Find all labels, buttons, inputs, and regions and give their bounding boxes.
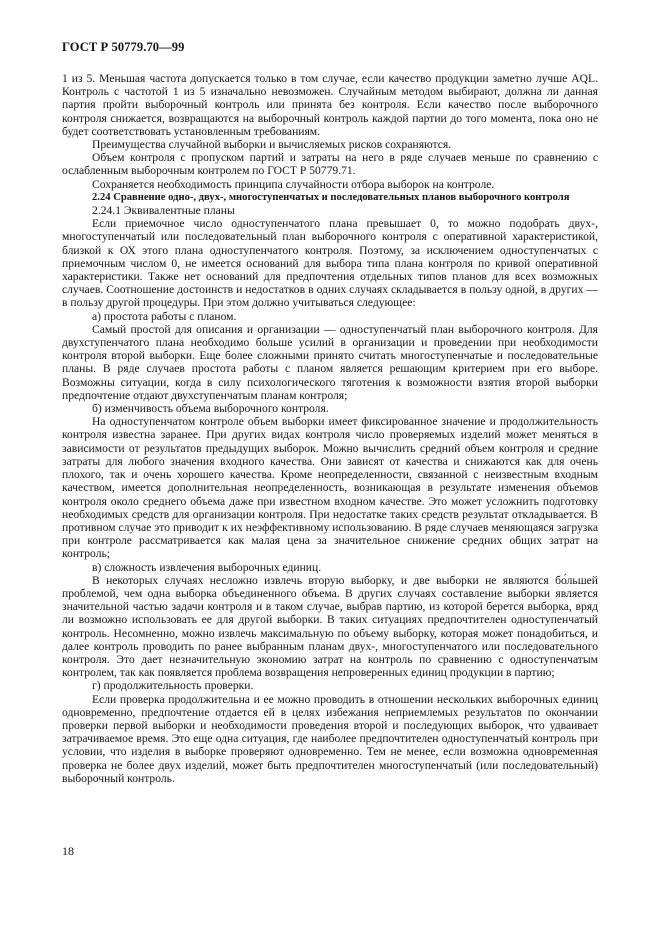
paragraph: На одноступенчатом контроле объем выборки имеет фиксированное значение и продолжительность контроля известна заранее. При других видах контроля число проверяемых изделий может меняться в зависимости от результатов предыдущих выборок. Можно вычислить средний объем контроля и средние затраты для любого значения входного качества. Они зависят от качества и снижаются как для очень плохого, так и очень хорошего качества. Кроме неопределенности, связанной с неизвестным входным качеством, имеется дополнительная неопределенность, возникающая в результате изменения объемов контроля около среднего объема даже при известном входном качестве. Это может усложнить подготовку необходимых средств для организации контроля. При недостатке таких средств результат откладывается. В противном случае это приводит к их неэффективному использованию. В ряде случаев меняющаяся загрузка при контроле рассматривается как малая цена за значительное снижение средних общих затрат на контроль; xyxy=(62,415,598,561)
list-item: б) изменчивость объема выборочного контроля. xyxy=(92,402,329,416)
paragraph: Сохраняется необходимость принципа случайности отбора выборок на контроле. xyxy=(92,177,495,191)
document-header: ГОСТ Р 50779.70—99 xyxy=(62,40,185,54)
list-item: г) продолжительность проверки. xyxy=(92,679,254,693)
paragraph: Преимущества случайной выборки и вычисляемых рисков сохраняются. xyxy=(92,138,452,152)
paragraph: Самый простой для описания и организации — одноступенчатый план выборочного контроля. Для двухступенчатого плана необходимо больше усилий в организации и проведении при необходимости контроля второй выборки. Еще более сложными принято считать многоступенчатые и последовательные планы. В ряде случаев простота работы с планом является решающим критерием при его выборе. Возможны ситуации, когда в силу психологического тяготения к возможности взятия второй выборки предпочтение отдают двухступенчатым планам контроля; xyxy=(62,322,598,402)
paragraph: Если проверка продолжительна и ее можно проводить в отношении нескольких выборочных единиц одновременно, предпочтение отдается ей в целях избежания неприемлемых результатов по окончании проверки первой выборки и необходимости проведения второй и последующих выборок, что удваивает затрачиваемое время. Это еще одна ситуация, где наиболее предпочтителен одноступенчатый контроль при условии, что изделия в выборке проверяют одновременно. Тем не менее, если возможна одновременная проверка не более двух изделий, может быть предпочтителен многоступенчатый (или последовательный) выборочный контроль. xyxy=(62,692,598,785)
page-number: 18 xyxy=(62,844,74,858)
paragraph: 2.24.1 Эквивалентные планы xyxy=(92,204,235,218)
list-item: в) сложность извлечения выборочных единиц. xyxy=(92,560,322,574)
paragraph: Объем контроля с пропуском партий и затраты на него в ряде случаев меньше по сравнению с ослабленным выборочным контролем по ГОСТ Р 50779.71. xyxy=(62,151,598,178)
section-heading: 2.24 Сравнение одно-, двух-, многоступенчатых и последовательных планов выборочного контроля xyxy=(92,191,570,203)
list-item: а) простота работы с планом. xyxy=(92,309,237,323)
document-body xyxy=(62,72,598,785)
paragraph: 1 из 5. Меньшая частота допускается только в том случае, если качество продукции заметно лучше AQL. Контроль с частотой 1 из 5 изначально невозможен. Случайным методом выбирают, должна ли данная партия пройти выборочный контроль или принята без контроля. Если качество после выборочного контроля снижается, возвращаются на выборочный контроль каждой партии до того момента, пока оно не будет соответствовать установленным требованиям. xyxy=(62,72,598,138)
paragraph: В некоторых случаях несложно извлечь вторую выборку, и две выборки не являются бо́льшей проблемой, чем одна выборка объединенного объема. В других случаях составление выборки является значительной частью задачи контроля и в таком случае, выбрав партию, из которой берется выборка, вряд ли возможно использовать ее для другой выборки. В таких ситуациях предпочтителен одноступенчатый контроль. Несомненно, можно извлечь максимальную по объему выборку, которая может понадобиться, и далее контроль проводить по ранее выбранным планам двух-, многоступенчатого или последовательного контроля. Это дает незначительную экономию затрат на контроль по сравнению с одноступенчатым контролем, так как появляется проблема возвращения непроверенных единиц продукции в партию; xyxy=(62,573,598,680)
paragraph: Если приемочное число одноступенчатого плана превышает 0, то можно подобрать двух-, многоступенчатый или последовательный план выборочного контроля с оперативной характеристикой, близкой к ОХ этого плана одноступенчатого контроля. Поэтому, за исключением одноступенчатых с приемочным числом 0, не имеется оснований для выбора типа плана контроля по кривой оперативной характеристики. Также нет оснований для предпочтения отдельных типов планов для всех возможных случаев. Соотношение достоинств и недостатков в одних случаях складывается в пользу одной, в других — в пользу другой процедуры. При этом должно учитываться следующее: xyxy=(62,217,598,310)
